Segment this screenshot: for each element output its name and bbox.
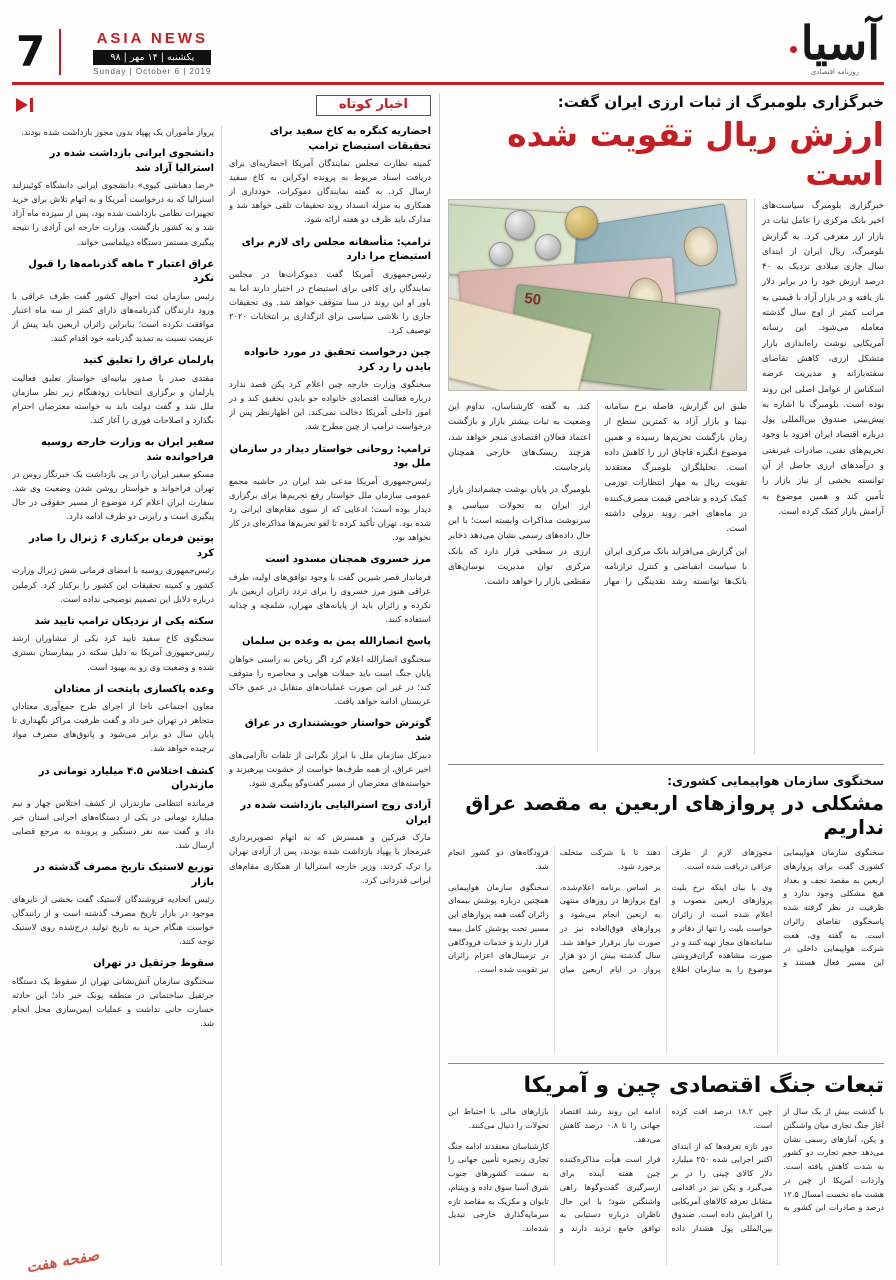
news-item	[229, 443, 431, 545]
short-news-column-2	[12, 125, 214, 1265]
news-heading: کشف اختلاس ۴.۵ میلیارد تومانی در مازندران	[38, 765, 215, 792]
news-lead: پرواز مأموران یک پهپاد بدون مجوز بازداشت شده بودند.	[21, 127, 215, 137]
news-heading: ترامپ: روحانی خواستار دیدار در سازمان ملل بود	[229, 443, 431, 470]
coin-gold	[565, 206, 598, 239]
news-heading: سفیر ایران به وزارت خارجه روسیه فراخوانده شد	[40, 437, 215, 463]
news-body: رئیس‌جمهوری آمریکا گفت دموکرات‌ها در مجلس نمایندگان رای کافی برای استیضاح در اختیار دارند اما به باور او این روند در سنا متوقف خواهد شد. وی تحقیقات جاری را تلاشی سیاسی برای اثرگذاری بر انتخابات ۲۰۲۰ توصیف کرد.	[228, 268, 431, 335]
date-persian: یکشنبه | ۱۴ مهر | ۹۸	[93, 50, 211, 65]
news-body: دبیرکل سازمان ملل با ابراز نگرانی از تلفات ناآرامی‌های اخیر عراق، از همه طرف‌ها خواست از خشونت بپرهیزند و خواسته‌های معترضان از مسیر گفت‌وگو پیگیری شود.	[228, 749, 431, 789]
column-divider	[221, 125, 222, 1265]
banknote-portrait	[681, 224, 721, 269]
news-body: مارک فیرکین و همسرش که به اتهام تصویربرداری غیرمجاز با پهپاد بازداشت شده بودند، پس از آزادی تهران را ترک کردند. وزیر خارجه استرالیا از همکاری مقام‌های ایرانی قدردانی کرد.	[228, 832, 431, 885]
news-body: سخنگوی کاخ سفید تایید کرد یکی از مشاوران ارشد رئیس‌جمهوری آمریکا به دلیل سکته در بیمارستان بستری شده و وضعیت وی رو به بهبود است.	[12, 633, 215, 672]
paragraph: بلومبرگ در پایان نوشت چشم‌انداز بازار ارز ایران به تحولات سیاسی و سرنوشت مذاکرات وابسته است؛ با این حال داده‌های رسمی نشان می‌دهد ذخایر ارزی در سطحی قرار دارد که بانک مرکزی توان مدیریت نوسان‌های مقطعی بازار را خواهد داشت.	[448, 485, 591, 588]
column-divider	[754, 199, 755, 755]
brand-block	[93, 30, 211, 76]
article-trade-war	[448, 1073, 884, 1265]
article3-body	[448, 1105, 884, 1265]
main-article-body	[448, 199, 884, 755]
news-body: رئیس اتحادیه فروشندگان لاستیک گفت بخشی از تایرهای موجود در بازار تاریخ مصرف گذشته است و از رانندگان خواست هنگام خرید به تاریخ تولید درج‌شده روی لاستیک توجه کنند.	[12, 894, 215, 947]
news-body: مقتدی صدر با صدور بیانیه‌ای خواستار تعلیق فعالیت پارلمان و برگزاری انتخابات زودهنگام زیر نظر سازمان ملل شد و گفت دولت باید به خواسته معترضان احترام بگذارد و اصلاحات فوری را آغاز کند.	[12, 372, 215, 425]
section-arrow-icon	[16, 98, 28, 112]
article2-title: مشکلی در پروازهای اربعین به مقصد عراق نداریم	[465, 791, 884, 839]
news-heading: آزادی زوج استرالیایی بازداشت شده در ایران	[240, 800, 431, 826]
paragraph: سخنگوی سازمان هواپیمایی کشوری گفت برای پروازهای اربعین به مقصد نجف و بغداد هیچ مشکلی وجود ندارد و ظرفیت در نظر گرفته شده پاسخگوی تقاضای زائران است. به گفته وی، هفت شرکت هواپیمایی داخلی در این مسیر فعال هستند و مجوزهای لازم از طرف عراقی دریافت شده است.	[671, 848, 884, 967]
news-item	[229, 553, 431, 626]
header-rule	[12, 82, 884, 85]
paragraph: خبرگزاری بلومبرگ سیاست‌های اخیر بانک مرکزی را عامل ثبات در بازار ارز معرفی کرد. به گزارش بلومبرگ، ریال ایران از ابتدای سال جاری میلادی نزدیک به ۴۰ درصد ارزش خود را در برابر دلار باز یافته و در بازار آزاد با قیمتی به مراتب کمتر از اوج سال گذشته معامله می‌شود. این رسانه آمریکایی نوشت راه‌اندازی بازار متشکل ارزی، کاهش تقاضای سفته‌بازانه و مدیریت عرضه اسکناس از عوامل اصلی این روند بوده است. بلومبرگ با اشاره به پیش‌بینی صندوق بین‌المللی پول درباره اقتصاد ایران افزود با وجود تحریم‌های نفتی، صادرات غیرنفتی و درآمدهای ارزی حاصل از آن توانسته بخشی از نیاز بازار را تأمین کند و همین موضوع به آرامش بازار کمک کرده است.	[762, 201, 884, 517]
news-heading: وعده پاکسازی پایتخت از معتادان	[54, 683, 215, 695]
news-body: سخنگوی سازمان آتش‌نشانی تهران از سقوط یک دستگاه جرثقیل ساختمانی در منطقه پونک خبر داد؛ این حادثه خسارت جانی نداشت و عملیات ایمن‌سازی محل انجام شد.	[12, 975, 215, 1029]
news-heading: عراق اعتبار ۳ ماهه گذرنامه‌ها را قبول نکرد	[28, 258, 215, 285]
main-article-kicker: خبرگزاری بلومبرگ از ثبات ارزی ایران گفت:	[557, 93, 884, 111]
coin	[535, 234, 561, 260]
paragraph: وی با بیان اینکه نرخ بلیت پروازهای اربعین مصوب و اعلام شده است از زائران خواست بلیت را تنها از دفاتر و سامانه‌های مجاز تهیه کنند و در صورت مشاهده گران‌فروشی موضوع را به سازمان اطلاع دهند تا با شرکت متخلف برخورد شود.	[559, 848, 773, 974]
news-item	[12, 957, 214, 1030]
news-heading: گوترش خواستار خویشتنداری در عراق شد	[244, 717, 431, 744]
news-body: رئیس‌جمهوری روسیه با امضای فرمانی شش ژنرال وزارت کشور و کمیته تحقیقات این کشور را برکنار کرد. کرملین درباره دلایل این تصمیم توضیحی نداده است.	[12, 565, 215, 604]
main-article-columns	[448, 400, 747, 752]
short-news-label: اخبار کوتاه	[316, 95, 431, 116]
short-news-section	[12, 93, 431, 1265]
paragraph: با گذشت بیش از یک سال از آغاز جنگ تجاری میان واشنگتن و پکن، آمارهای رسمی نشان می‌دهد حجم تجارت دو کشور به شدت کاهش یافته است. واردات آمریکا از چین در هشت ماه نخست امسال ۱۲.۵ درصد و صادرات این کشور به چین ۱۸.۲ درصد افت کرده است.	[671, 1107, 884, 1213]
news-heading: پاسخ انصارالله یمن به وعده بن سلمان	[242, 636, 431, 648]
newspaper-logo	[784, 16, 880, 76]
news-item	[12, 354, 214, 427]
page-stamp: صفحه هفت	[24, 1245, 101, 1277]
news-item	[229, 799, 431, 886]
news-body: رئیس سازمان ثبت احوال کشور گفت طرف عراقی با ورود دارندگان گذرنامه‌های دارای کمتر از سه ماه اعتبار موافقت نکرده است؛ بنابراین زائران اربعین باید پیش از عزیمت نسبت به تمدید گذرنامه خود اقدام کنند.	[12, 290, 215, 343]
paragraph: کارشناسان معتقدند ادامه جنگ تجاری زنجیره تأمین جهانی را به سمت کشورهای جنوب شرق آسیا سوق داده و ویتنام، تایوان و مکزیک به مقاصد تازه سرمایه‌گذاری خارجی تبدیل شده‌اند.	[448, 1141, 549, 1233]
news-item	[12, 436, 214, 523]
coin	[489, 242, 513, 266]
news-heading: پارلمان عراق را تعلیق کنید	[83, 355, 215, 367]
currency-photo	[448, 199, 747, 391]
news-body: معاون اجتماعی ناجا از اجرای طرح جمع‌آوری معتادان متجاهر در تهران خبر داد و گفت ظرفیت مراکز نگهداری تا پایان سال دو برابر می‌شود و پاتوق‌های مصرف مواد برچیده خواهد شد.	[12, 701, 215, 754]
news-heading: مرز خسروی همچنان مسدود است	[265, 554, 431, 566]
news-item	[12, 683, 214, 756]
news-body: فرمانده انتظامی مازندران از کشف اختلاس چهار و نیم میلیارد تومانی در یکی از دستگاه‌های اجرایی استان خبر داد و گفت سه نفر دستگیر و پرونده به مرجع قضایی ارسال شد.	[12, 797, 215, 850]
news-body: سخنگوی وزارت خارجه چین اعلام کرد پکن قصد ندارد درباره فعالیت اقتصادی خانواده جو بایدن تحقیق کند و در امور داخلی آمریکا دخالت نمی‌کند. این اظهارنظر پس از درخواست ترامپ از چین مطرح شد.	[228, 379, 431, 432]
main-article	[448, 93, 884, 755]
news-item	[229, 125, 431, 227]
news-item	[229, 635, 431, 708]
news-heading: دانشجوی ایرانی بازداشت شده در استرالیا آزاد شد	[49, 148, 215, 174]
paragraph: سخنگوی سازمان هواپیمایی همچنین درباره پوشش بیمه‌ای زائران گفت همه پروازهای این مسیر تحت پوشش کامل بیمه قرار دارند و خدمات فرودگاهی در ترمینال‌های اعزام زائران نیز تقویت شده است.	[448, 882, 549, 974]
paragraph: بر اساس برنامه اعلام‌شده، اوج پروازها در روزهای منتهی به اربعین انجام می‌شود و پروازهای فوق‌العاده نیز در صورت نیاز برقرار خواهد شد. سال گذشته بیش از دو هزار پرواز در ایام اربعین میان فرودگاه‌های دو کشور انجام شد.	[448, 848, 661, 974]
news-item	[12, 765, 214, 852]
main-article-title: ارزش ریال تقویت شده است	[507, 115, 884, 193]
article-divider	[448, 764, 884, 765]
news-body: رئیس‌جمهوری آمریکا مدعی شد ایران در حاشیه مجمع عمومی سازمان ملل خواستار رفع تحریم‌ها برای برگزاری دیدار بوده است؛ ادعایی که از سوی مقام‌های ایرانی رد شده بود. تهران تأکید کرده تا لغو تحریم‌ها مذاکره‌ای در کار نخواهد بود.	[228, 475, 431, 542]
article3-title: تبعات جنگ اقتصادی چین و آمریکا	[523, 1073, 884, 1098]
news-body: فرماندار قصر شیرین گفت با وجود توافق‌های اولیه، طرف عراقی هنوز مرز خسروی را برای تردد زائران اربعین باز نکرده و زائران باید از پایانه‌های مهران، شلمچه و چذابه استفاده کنند.	[228, 571, 431, 624]
short-news-columns	[12, 125, 431, 1265]
news-item	[12, 615, 214, 674]
news-heading: احضاریه کنگره به کاخ سفید برای تحقیقات استیضاح ترامپ	[269, 126, 431, 152]
news-item	[229, 346, 431, 433]
paragraph: دور تازه تعرفه‌ها که از ابتدای اکتبر اجرایی شده ۲۵۰ میلیارد دلار کالای چینی را در بر می‌گیرد و پکن نیز در اقدامی متقابل تعرفه کالاهای آمریکایی را افزایش داده است. صندوق بین‌المللی پول هشدار داده ادامه این روند رشد اقتصاد جهانی را تا ۰.۸ درصد کاهش می‌دهد.	[559, 1107, 773, 1233]
page-header	[12, 10, 884, 76]
paragraph: این گزارش می‌افزاید بانک مرکزی ایران با سیاست انقباضی و کنترل ترازنامه بانک‌ها توانسته رشد نقدینگی را مهار کند. به گفته کارشناسان، تداوم این وضعیت به ثبات بیشتر بازار و بازگشت اعتماد فعالان اقتصادی منجر خواهد شد، هرچند ریسک‌های خارجی همچنان پابرجاست.	[448, 402, 747, 588]
news-heading: سقوط جرثقیل در تهران	[93, 958, 215, 970]
news-item	[229, 717, 431, 790]
article-divider	[448, 1063, 884, 1064]
news-heading: ترامپ: متأسفانه مجلس رای لازم برای استیضاح مرا دارد	[241, 236, 431, 263]
brand-name: ASIA NEWS	[96, 30, 209, 47]
news-body: مسکو سفیر ایران را در پی بازداشت یک خبرنگار روس در تهران فراخواند و خواستار روشن شدن وضعیت وی شد. سفارت ایران اعلام کرد موضوع از مسیر حقوقی در حال پیگیری است و رایزنی دو طرف ادامه دارد.	[12, 469, 215, 522]
news-item	[12, 258, 214, 345]
page-number-block	[16, 27, 61, 76]
short-news-header	[12, 93, 431, 117]
article2-kicker: سخنگوی سازمان هواپیمایی کشوری:	[667, 774, 884, 788]
news-item	[229, 236, 431, 338]
page-number-rule	[59, 29, 61, 75]
article2-body	[448, 846, 884, 1054]
article-arbaeen-flights	[448, 774, 884, 1054]
section-arrow-icon	[30, 98, 33, 112]
page-content	[12, 93, 884, 1265]
banknote-number: 50	[523, 289, 543, 309]
main-section	[448, 93, 884, 1265]
news-item	[12, 147, 214, 249]
logo-wordmark: آسیا	[800, 16, 880, 70]
page-number: 7	[16, 27, 46, 76]
news-item	[12, 532, 214, 605]
news-body: «رضا دهباشی کیوی» دانشجوی ایرانی دانشگاه کوئینزلند استرالیا که به درخواست آمریکا و به اتهام تلاش برای خرید تجهیزات نظامی بازداشت شده بود، پس از سیزده ماه آزاد شد و به کشور بازگشت. وزارت خارجه این آزادی را نتیجه پیگیری مستمر دستگاه دیپلماسی خواند.	[12, 180, 215, 247]
news-body: سخنگوی انصارالله اعلام کرد اگر ریاض به راستی خواهان پایان جنگ است باید حملات هوایی و محاصره را متوقف کند؛ در غیر این صورت عملیات‌های متقابل در عمق خاک عربستان ادامه خواهد یافت.	[228, 653, 431, 706]
news-heading: سکته یکی از نزدیکان ترامپ تایید شد	[34, 615, 215, 627]
short-news-column-1	[229, 125, 431, 1265]
news-heading: پوتین فرمان برکناری ۶ ژنرال را صادر کرد	[29, 533, 215, 559]
main-article-left-block	[448, 199, 747, 755]
section-divider	[439, 93, 440, 1265]
coin	[505, 210, 535, 240]
news-heading: چین درخواست تحقیق در مورد خانواده بایدن را رد کرد	[244, 347, 431, 373]
logo-dot-icon	[790, 46, 797, 53]
date-english: Sunday | October 6 | 2019	[93, 67, 212, 76]
news-item	[12, 861, 214, 948]
news-heading: توزیع لاستیک تاریخ مصرف گذشته در بازار	[34, 862, 215, 888]
paragraph: طبق این گزارش، فاصله نرخ سامانه نیما و بازار آزاد به کمترین سطح از زمان بازگشت تحریم‌ها رسیده و همین موضوع انگیزه قاچاق ارز را کاهش داده است. تحلیلگران بلومبرگ معتقدند تقویت ریال به مهار انتظارات تورمی کمک کرده و شاخص قیمت مصرف‌کننده در ماه‌های اخیر روند نزولی داشته است.	[604, 402, 747, 535]
main-article-column-right	[762, 199, 884, 755]
news-body: کمیته نظارت مجلس نمایندگان آمریکا احضاریه‌ای برای دریافت اسناد مربوط به پرونده اوکراین به کاخ سفید ارسال کرد. به گفته نمایندگان دموکرات، خودداری از همکاری به منزله انسداد روند تحقیقات تلقی خواهد شد و مدارک باید ظرف دو هفته ارائه شود.	[228, 158, 431, 225]
logo-subtitle: روزنامه اقتصادی	[810, 68, 859, 76]
paragraph: قرار است هیأت مذاکره‌کننده چین هفته آینده برای ازسرگیری گفت‌وگوها راهی واشنگتن شود؛ با این حال ناظران درباره دستیابی به توافق جامع تردید دارند و بازارهای مالی با احتیاط این تحولات را دنبال می‌کنند.	[448, 1107, 661, 1233]
